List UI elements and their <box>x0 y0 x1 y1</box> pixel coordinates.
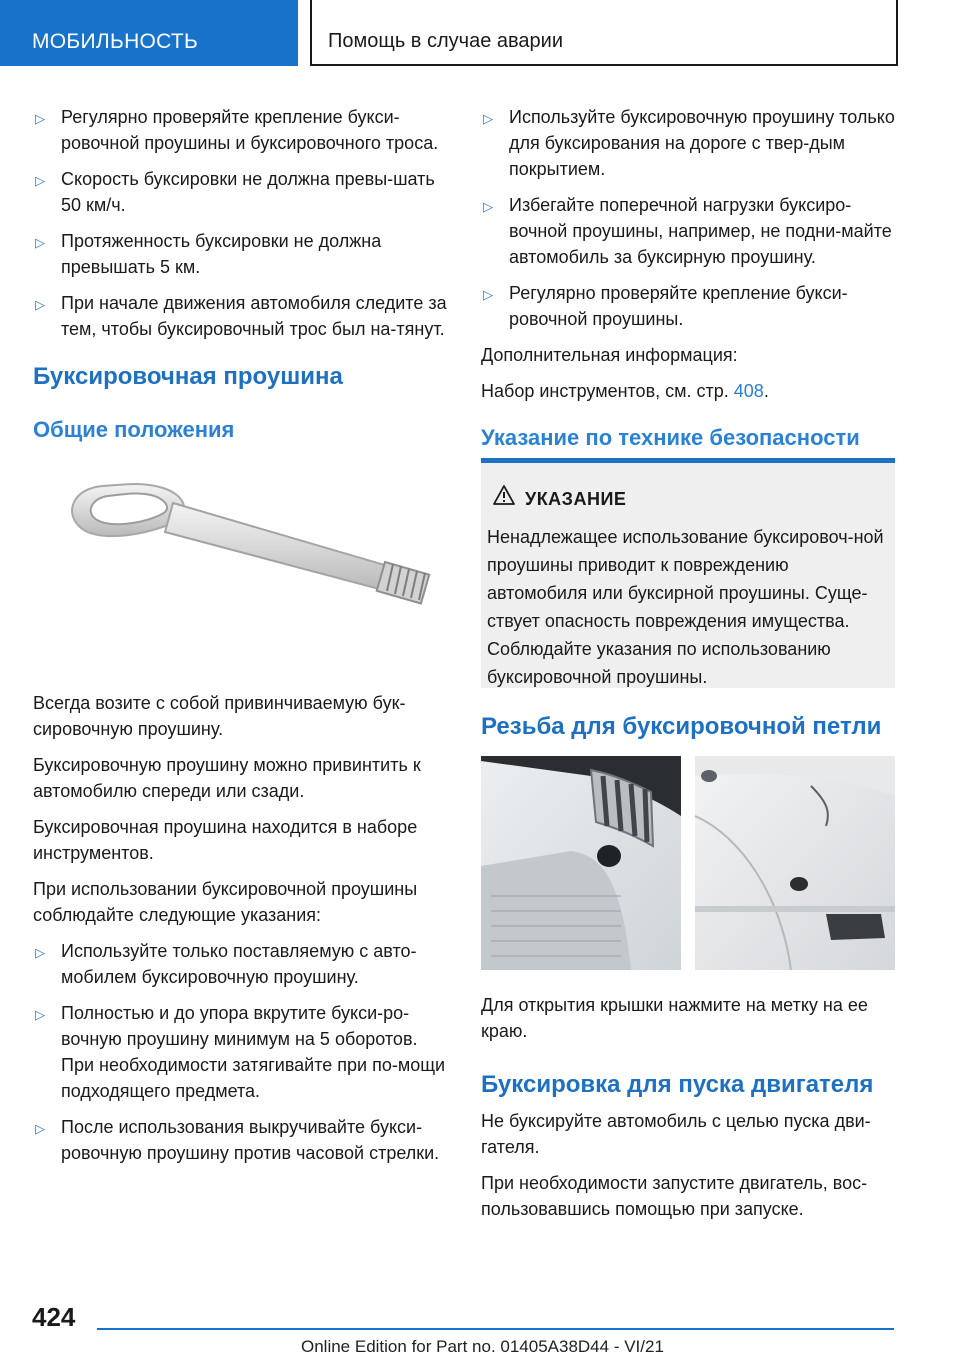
chapter-title: Помощь в случае аварии <box>328 30 563 52</box>
footer-divider <box>97 1328 894 1330</box>
list-item: ▷ Избегайте поперечной нагрузки буксиро‐вочной проушины, например, не подни‐майте автомобиль за буксирную проушину. <box>483 195 892 267</box>
triangle-bullet-icon: ▷ <box>483 287 493 302</box>
triangle-bullet-icon: ▷ <box>35 1121 45 1136</box>
toolkit-page-link[interactable]: 408 <box>733 381 764 401</box>
triangle-bullet-icon: ▷ <box>483 199 493 214</box>
right-column-lower <box>481 712 895 1232</box>
tow-start-paragraph-2: При необходимости запустите двигатель, вос‐пользовавшись помощью при запуске. <box>481 1173 868 1219</box>
heading-tow-start: Буксировка для пуска двигателя <box>481 1071 874 1098</box>
paragraph: Буксировочную проушину можно привинтить к автомобилю спереди или сзади. <box>33 755 421 801</box>
bullet-list-right <box>481 104 895 332</box>
more-info-label: Дополнительная информация: <box>481 345 738 365</box>
chapter-tab <box>310 0 898 66</box>
section-title: МОБИЛЬНОСТЬ <box>32 30 199 53</box>
list-item: ▷ После использования выкручивайте букси‐ровочную проушину против часовой стрелки. <box>35 1117 440 1163</box>
warning-box <box>481 458 895 688</box>
bullet-list-bottom <box>33 938 447 1166</box>
edition-info: Online Edition for Part no. 01405A38D44 - VI/21 <box>301 1337 664 1356</box>
bumper-photo-front <box>481 756 895 970</box>
thread-caption: Для открытия крышки нажмите на метку на ее краю. <box>481 995 868 1041</box>
warning-title: УКАЗАНИЕ <box>525 489 627 509</box>
bumper-photos <box>481 756 895 970</box>
triangle-bullet-icon: ▷ <box>35 297 45 312</box>
tow-eye-paragraphs <box>33 690 447 928</box>
toolkit-reference: Набор инструментов, см. стр. 408. <box>481 381 769 401</box>
list-item: ▷ При начале движения автомобиля следите за тем, чтобы буксировочный трос был на‐тянут. <box>35 293 447 339</box>
left-column <box>33 100 447 1176</box>
tow-eye-image <box>33 458 447 678</box>
paragraph: Буксировочная проушина находится в наборе инструментов. <box>33 817 418 863</box>
triangle-bullet-icon: ▷ <box>35 235 45 250</box>
list-item: ▷ Используйте буксировочную проушину только для буксирования на дороге с твер‐дым покрытием. <box>483 107 895 179</box>
paragraph: Всегда возите с собой привинчиваемую бук‐сировочную проушину. <box>33 693 406 739</box>
triangle-bullet-icon: ▷ <box>483 111 493 126</box>
list-item: ▷ Полностью и до упора вкрутите букси‐ро‐вочную проушину минимум на 5 оборотов. При необходимости затягивайте при по‐мощи подходящего предмета. <box>35 1003 446 1101</box>
list-item: ▷ Протяженность буксировки не должна превышать 5 км. <box>35 231 382 277</box>
warning-triangle-icon <box>493 485 515 510</box>
right-column <box>481 100 895 452</box>
bullet-list-top <box>33 104 447 342</box>
heading-safety: Указание по технике безопасности <box>481 425 860 450</box>
triangle-bullet-icon: ▷ <box>35 1007 45 1022</box>
list-item: ▷ Регулярно проверяйте крепление букси‐ровочной проушины. <box>483 283 848 329</box>
warning-text: Ненадлежащее использование буксировоч‐ной проушины приводит к повреждению автомобиля или буксирной проушины. Суще‐ствует опасность повреждения имущества. Соблюдайте указания по использованию буксировочной проушины. <box>487 527 884 687</box>
page-number: 424 <box>32 1302 76 1332</box>
triangle-bullet-icon: ▷ <box>35 945 45 960</box>
list-item: ▷ Регулярно проверяйте крепление букси‐ровочной проушины и буксировочного троса. <box>35 107 439 153</box>
triangle-bullet-icon: ▷ <box>35 111 45 126</box>
tow-start-paragraph-1: Не буксируйте автомобиль с целью пуска дви‐гателя. <box>481 1111 871 1157</box>
heading-general: Общие положения <box>33 417 235 442</box>
heading-thread: Резьба для буксировочной петли <box>481 713 882 740</box>
list-item: ▷ Скорость буксировки не должна превы‐шать 50 км/ч. <box>35 169 435 215</box>
list-item: ▷ Используйте только поставляемую с авто‐мобилем буксировочную проушину. <box>35 941 417 987</box>
section-tab <box>0 0 298 66</box>
paragraph: При использовании буксировочной проушины соблюдайте следующие указания: <box>33 879 418 925</box>
triangle-bullet-icon: ▷ <box>35 173 45 188</box>
heading-tow-eye: Буксировочная проушина <box>33 363 343 390</box>
